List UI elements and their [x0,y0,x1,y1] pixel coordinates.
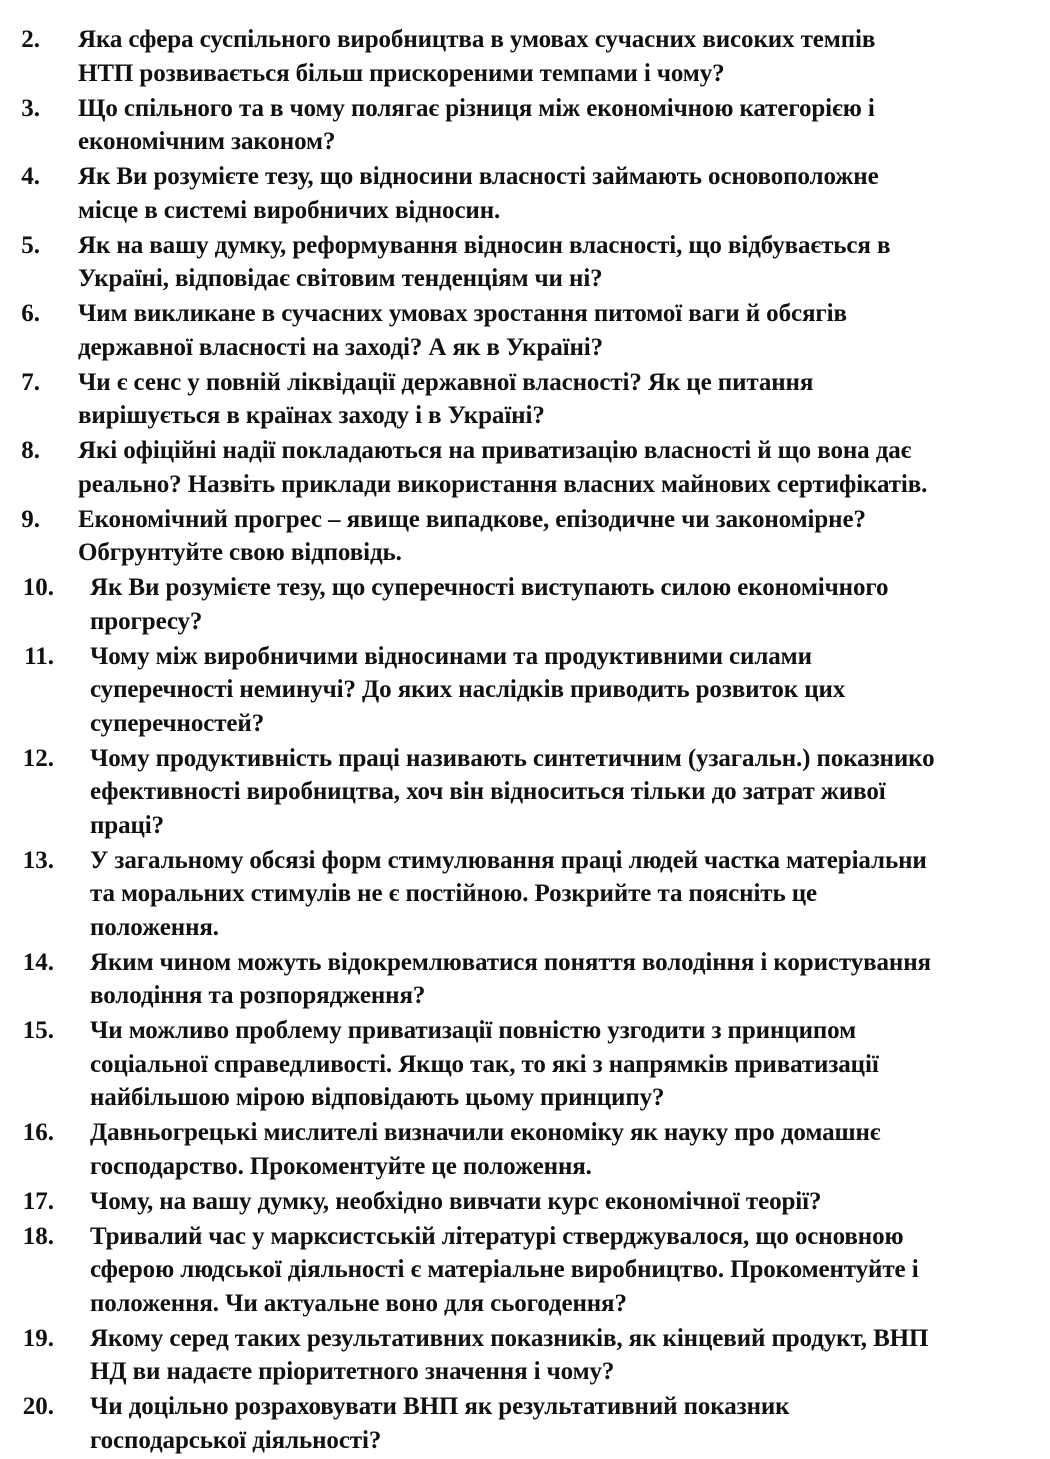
item-text: Чому продуктивність праці називають синтетичним (узагальн.) показнико ефективності виробництва, хоч він відноситься тільки до затрат живої праці? [90,744,935,839]
item-text: Що спільного та в чому полягає різниця між економічною категорією і економічним законом? [78,94,875,155]
item-number: 15. [22,1017,54,1044]
item-text: Яка сфера суспільного виробництва в умовах сучасних високих темпів НТП розвивається більш прискореними темпами і чому? [78,26,876,87]
list-item [0,1220,1050,1321]
list-item [0,946,1050,1013]
item-text: У загальному обсязі форм стимулювання праці людей частка матеріальни та моральних стимулів не є постійною. Розкрийте та поясніть це положення. [90,846,927,941]
item-text: Чим викликане в сучасних умовах зростання питомої ваги й обсягів державної власності на заході? А як в Україні? [78,300,847,361]
list-item [0,160,1050,227]
item-text: Як Ви розумієте тезу, що суперечності виступають силою економічного прогресу? [90,574,889,635]
item-number: 4. [21,163,40,190]
item-number: 18. [22,1222,54,1250]
item-number: 17. [22,1187,54,1215]
list-item [0,503,1050,570]
list-item [0,1185,1050,1219]
item-text: Чи доцільно розраховувати ВНП як результативний показник господарської діяльності? [90,1393,790,1454]
item-number: 19. [22,1324,54,1352]
item-text: Давньогрецькі мислителі визначили економіку як науку про домашнє господарство. Прокоментуйте це положення. [90,1119,881,1180]
question-list [0,23,1050,1459]
item-text: Яким чином можуть відокремлюватися поняття володіння і користування володіння та розпорядження? [90,948,931,1009]
item-text: Тривалий час у марксистській літературі стверджувалося, що основною сферою людської діяльності є матеріальне виробництво. Прокоментуйте і положення. Чи актуальне воно для сьогодення? [90,1222,919,1317]
list-item [0,434,1050,501]
list-item [0,571,1050,638]
item-number: 13. [22,846,54,874]
item-number: 20. [22,1393,54,1420]
list-item [0,229,1050,296]
item-text: Економічний прогрес – явище випадкове, епізодичне чи закономірне? Обгрунтуйте свою відповідь. [78,505,866,566]
item-text: Чи є сенс у повній ліквідації державної власності? Як це питання вирішується в країнах заходу і в Україні? [78,368,814,429]
item-number: 8. [21,437,40,464]
list-item [0,1322,1050,1389]
list-item [0,742,1050,843]
item-number: 2. [21,26,40,53]
item-number: 3. [21,94,40,122]
item-number: 6. [21,300,40,327]
list-item [0,92,1050,159]
item-text: Чому між виробничими відносинами та продуктивними силами суперечності неминучі? До яких наслідків приводить розвиток цих суперечностей? [90,642,846,737]
list-item [0,844,1050,945]
item-number: 7. [21,368,40,396]
list-item [0,366,1050,433]
item-number: 10. [22,574,54,601]
item-text: Як на вашу думку, реформування відносин власності, що відбувається в Україні, відповідає світовим тенденціям чи ні? [78,231,891,292]
item-number: 9. [21,505,40,533]
item-text: Чому, на вашу думку, необхідно вивчати курс економічної теорії? [90,1187,822,1215]
item-number: 11. [24,642,54,670]
list-item [0,1116,1050,1183]
item-text: Чи можливо проблему приватизації повністю узгодити з принципом соціальної справедливості. Якщо так, то які з напрямків приватизації найбільшою мірою відповідають цьому принципу? [90,1017,879,1111]
item-number: 12. [22,744,54,772]
list-item [0,23,1050,90]
list-item [0,297,1050,364]
item-number: 16. [22,1119,54,1146]
item-number: 14. [22,948,54,976]
item-text: Як Ви розумієте тезу, що відносини власності займають основоположне місце в системі виробничих відносин. [78,163,879,224]
item-text: Які офіційні надії покладаються на приватизацію власності й що вона дає реально? Назвіть приклади використання власних майнових сертифікатів. [78,437,928,498]
item-number: 5. [21,231,40,259]
list-item [0,1014,1050,1115]
item-text: Якому серед таких результативних показників, як кінцевий продукт, ВНП НД ви надаєте пріоритетного значення і чому? [90,1324,929,1385]
list-item [0,640,1050,741]
